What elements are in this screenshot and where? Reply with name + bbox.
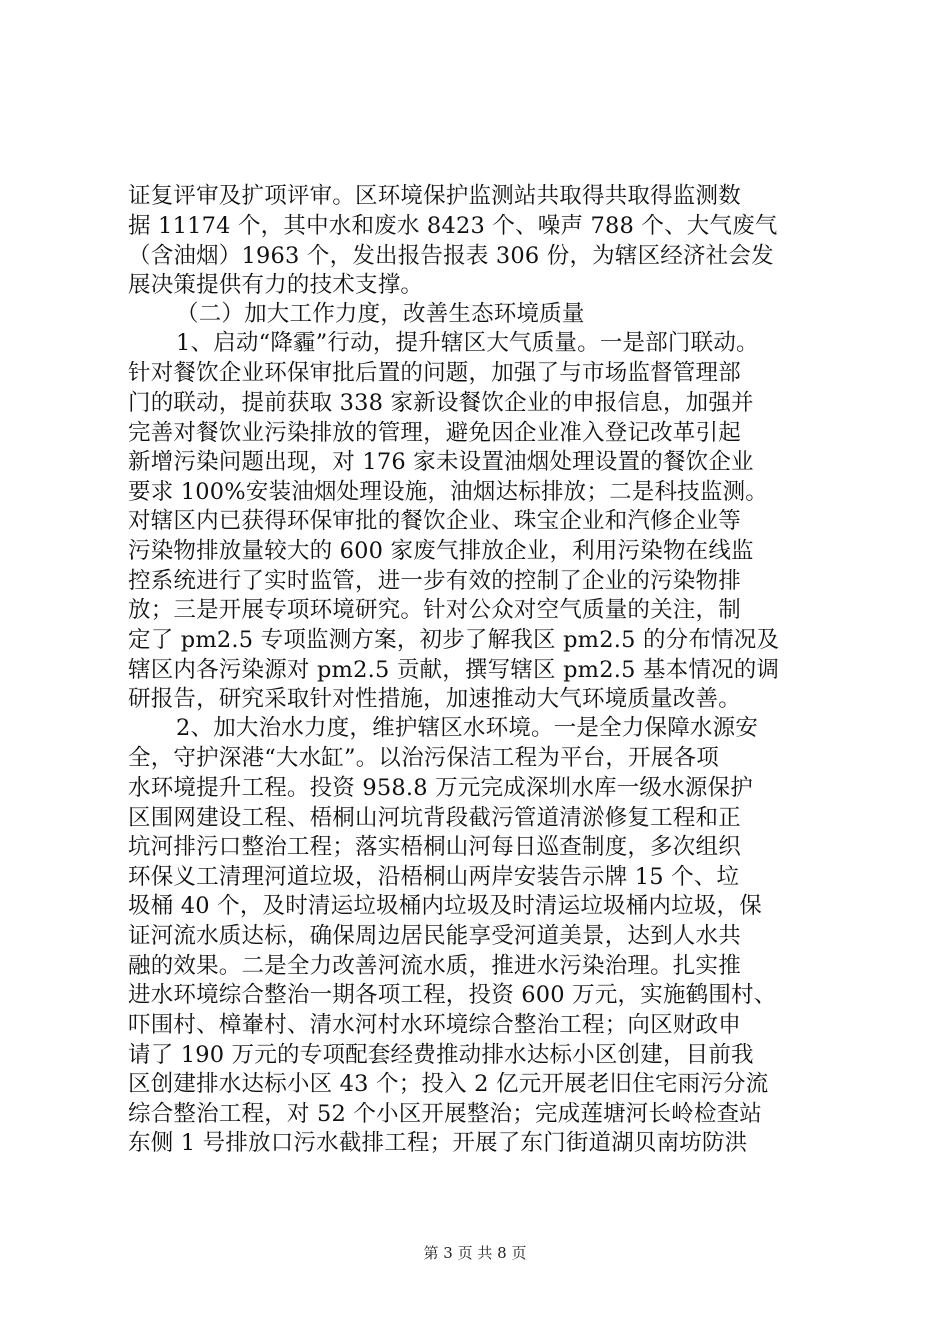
body-text-line: 请了 190 万元的专项配套经费推动排水达标小区创建，目前我	[128, 1042, 754, 1068]
body-text-line: 展决策提供有力的技术支撑。	[128, 272, 424, 298]
body-text-line: 进水环境综合整治一期各项工程，投资 600 万元，实施鹤围村、	[128, 982, 777, 1008]
body-text-line: 东侧 1 号排放口污水截排工程；开展了东门街道湖贝南坊防洪	[128, 1130, 748, 1156]
page-number-footer: 第 3 页 共 8 页	[423, 1244, 527, 1262]
paragraph-first-line: 2、加大治水力度，维护辖区水环境。一是全力保障水源安	[176, 715, 759, 741]
body-text-line: 新增污染问题出现，对 176 家未设置油烟处理设置的餐饮企业	[128, 449, 754, 475]
body-text-line: 证复评审及扩项评审。区环境保护监测站共取得共取得监测数	[128, 183, 741, 209]
body-text-line: 吓围村、樟輋村、清水河村水环境综合整治工程；向区财政申	[128, 1012, 741, 1038]
body-text-line: 圾桶 40 个，及时清运垃圾桶内垃圾及时清运垃圾桶内垃圾，保	[128, 893, 762, 919]
body-text-line: 控系统进行了实时监管，进一步有效的控制了企业的污染物排	[128, 568, 741, 594]
body-text-line: 针对餐饮企业环保审批后置的问题，加强了与市场监督管理部	[128, 360, 741, 386]
body-text-line: 放；三是开展专项环境研究。针对公众对空气质量的关注，制	[128, 597, 741, 623]
body-text-line: 辖区内各污染源对 pm2.5 贡献，撰写辖区 pm2.5 基本情况的调	[128, 657, 780, 683]
body-text-line: 全，守护深港“大水缸”。以治污保洁工程为平台，开展各项	[128, 745, 719, 771]
body-text-line: 融的效果。二是全力改善河流水质，推进水污染治理。扎实推	[128, 953, 741, 979]
section-heading: （二）加大工作力度，改善生态环境质量	[176, 301, 585, 327]
body-text-line: 证河流水质达标，确保周边居民能享受河道美景，达到人水共	[128, 923, 741, 949]
body-text-line: （含油烟）1963 个，发出报告报表 306 份，为辖区经济社会发	[128, 243, 774, 269]
body-text-line: 综合整治工程，对 52 个小区开展整治；完成莲塘河长岭检查站	[128, 1101, 762, 1127]
paragraph-first-line: 1、启动“降霾”行动，提升辖区大气质量。一是部门联动。	[176, 330, 759, 356]
body-text-line: 研报告，研究采取针对性措施，加速推动大气环境质量改善。	[128, 686, 741, 712]
body-text-line: 区创建排水达标小区 43 个；投入 2 亿元开展老旧住宅雨污分流	[128, 1071, 769, 1097]
body-text-line: 污染物排放量较大的 600 家废气排放企业，利用污染物在线监	[128, 538, 754, 564]
body-text-line: 要求 100%安装油烟处理设施，油烟达标排放；二是科技监测。	[128, 479, 768, 505]
body-text-line: 据 11174 个，其中水和废水 8423 个、噪声 788 个、大气废气	[128, 213, 778, 239]
body-text-line: 完善对餐饮业污染排放的管理，避免因企业准入登记改革引起	[128, 420, 741, 446]
body-text-line: 水环境提升工程。投资 958.8 万元完成深圳水库一级水源保护	[128, 775, 753, 801]
body-text-line: 定了 pm2.5 专项监测方案，初步了解我区 pm2.5 的分布情况及	[128, 627, 780, 653]
body-text-line: 坑河排污口整治工程；落实梧桐山河每日巡查制度，多次组织	[128, 834, 741, 860]
body-text-line: 环保义工清理河道垃圾，沿梧桐山两岸安装告示牌 15 个、垃	[128, 864, 740, 890]
body-text-line: 区围网建设工程、梧桐山河坑背段截污管道清淤修复工程和正	[128, 805, 741, 831]
body-text-line: 门的联动，提前获取 338 家新设餐饮企业的申报信息，加强并	[128, 390, 754, 416]
body-text-line: 对辖区内已获得环保审批的餐饮企业、珠宝企业和汽修企业等	[128, 508, 741, 534]
